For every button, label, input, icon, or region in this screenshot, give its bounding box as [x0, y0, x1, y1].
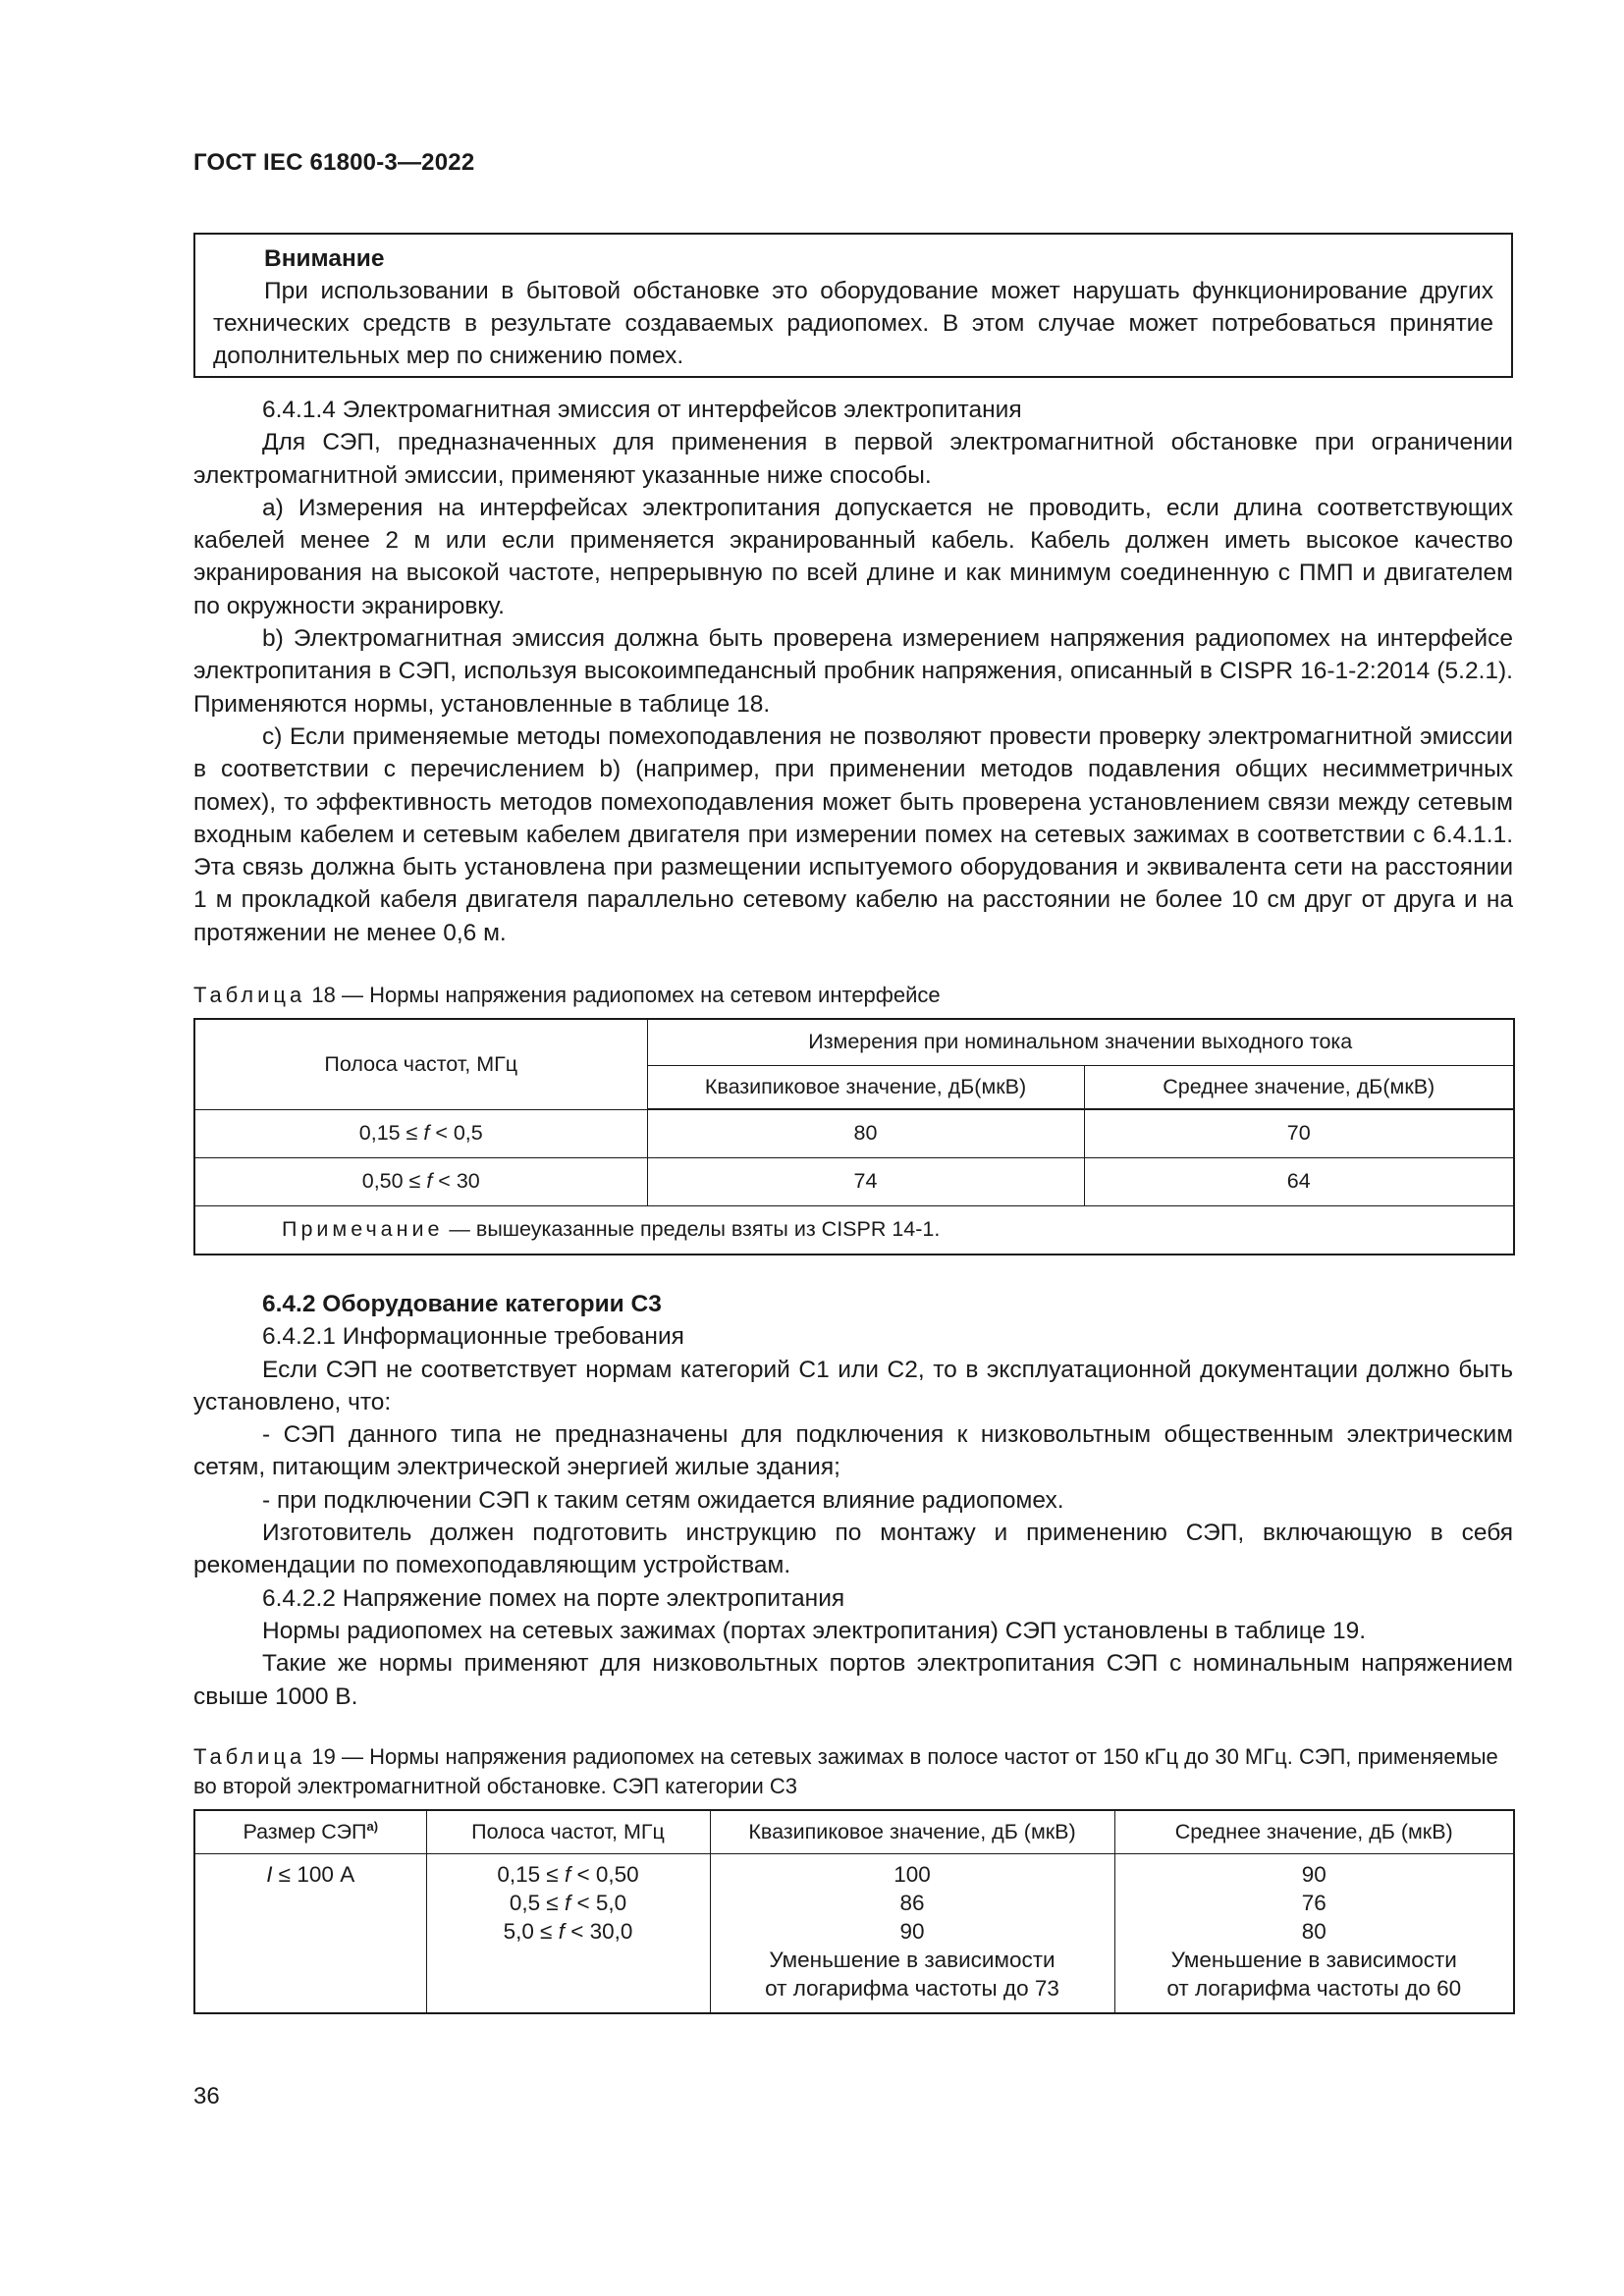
- table-note: Примечание — вышеуказанные пределы взяты из CISPR 14-1.: [194, 1205, 1514, 1255]
- subsection-heading: 6.4.2.2 Напряжение помех на порте электропитания: [262, 1584, 845, 1612]
- section-6-4-2: [193, 1288, 1513, 1713]
- warning-title: Внимание: [264, 245, 385, 272]
- paragraph: Изготовитель должен подготовить инструкцию по монтажу и применению СЭП, включающую в себя рекомендации по помехоподавляющим устройствам.: [193, 1520, 1513, 1579]
- warning-box: [193, 233, 1513, 378]
- caption-text: 18 — Нормы напряжения радиопомех на сетевом интерфейсе: [305, 983, 941, 1007]
- paragraph: Нормы радиопомех на сетевых зажимах (портах электропитания) СЭП установлены в таблице 19.: [262, 1617, 1367, 1644]
- header-band: Полоса частот, МГц: [194, 1019, 647, 1109]
- table-row: [194, 1853, 1514, 2013]
- subsection-heading: 6.4.2.1 Информационные требования: [262, 1323, 684, 1351]
- caption-label: Таблица: [193, 983, 306, 1007]
- header-size: Размер $СЭП^{а)}$: [194, 1810, 426, 1853]
- header-average: Среднее значение, дБ (мкВ): [1114, 1810, 1514, 1853]
- section-heading: 6.4.1.4 Электромагнитная эмиссия от интерфейсов электропитания: [262, 397, 1022, 423]
- header-average: Среднее значение, дБ(мкВ): [1084, 1065, 1514, 1109]
- warning-text: При использовании в бытовой обстановке это оборудование может нарушать функционирование других технических средств в результате создаваемых радиопомех. В этом случае может потребоваться принятие дополнительных мер по снижению помех.: [213, 278, 1493, 369]
- paragraph: Для СЭП, предназначенных для применения в первой электромагнитной обстановке при ограничении электромагнитной эмиссии, применяют указанные ниже способы.: [193, 429, 1513, 489]
- table-18: [193, 1018, 1515, 1255]
- header-quasi-peak: Квазипиковое значение, дБ (мкВ): [710, 1810, 1114, 1853]
- page-number: 36: [193, 2083, 220, 2109]
- caption-text: 19 — Нормы напряжения радиопомех на сетевых зажимах в полосе частот от 150 кГц до 30 МГц. СЭП, применяемые во второй электромагнитной обстановке. СЭП категории С3: [193, 1744, 1498, 1798]
- size-cell: I ≤ 100 А: [194, 1853, 426, 2013]
- average-cell: 64: [1084, 1157, 1514, 1205]
- paragraph-item-c: с) Если применяемые методы помехоподавления не позволяют провести проверку электромагнитной эмиссии в соответствии с перечислением b) (например, при применении методов подавления общих несимметричных помех), то эффективность методов помехоподавления может быть проверена установлением связи между сетевым входным кабелем и сетевым кабелем двигателя при измерении помех на сетевых зажимах в соответствии с 6.4.1.1. Эта связь должна быть установлена при размещении испытуемого оборудования и эквивалента сети на расстоянии 1 м прокладкой кабеля двигателя параллельно сетевому кабелю на расстоянии не более 10 см друг от друга и на протяжении не менее 0,6 м.: [193, 722, 1513, 946]
- paragraph: Если СЭП не соответствует нормам категорий С1 или С2, то в эксплуатационной документации должно быть установлено, что:: [193, 1356, 1513, 1415]
- table-19-caption: [193, 1742, 1513, 1801]
- table-18-caption: [193, 981, 1513, 1010]
- band-cell: 0,15 ≤ f < 0,5: [194, 1109, 647, 1157]
- paragraph: - при подключении СЭП к таким сетям ожидается влияние радиопомех.: [262, 1486, 1064, 1514]
- quasi-peak-cell: 80: [647, 1109, 1084, 1157]
- average-cell: 90 76 80 Уменьшение в зависимости от логарифма частоты до 60: [1114, 1853, 1514, 2013]
- table-row: [194, 1109, 1514, 1157]
- header-group: Измерения при номинальном значении выходного тока: [647, 1019, 1514, 1065]
- quasi-peak-cell: 100 86 90 Уменьшение в зависимости от логарифма частоты до 73: [710, 1853, 1114, 2013]
- band-cell: 0,50 ≤ f < 30: [194, 1157, 647, 1205]
- table-row: [194, 1157, 1514, 1205]
- section-heading: 6.4.2 Оборудование категории С3: [262, 1291, 662, 1317]
- average-cell: 70: [1084, 1109, 1514, 1157]
- table-19: [193, 1809, 1515, 2014]
- caption-label: Таблица: [193, 1744, 306, 1769]
- paragraph: - СЭП данного типа не предназначены для подключения к низковольтным общественным электрическим сетям, питающим электрической энергией жилые здания;: [193, 1421, 1513, 1481]
- band-cell: 0,15 ≤ f < 0,50 0,5 ≤ f < 5,0 5,0 ≤ f < 30,0: [426, 1853, 710, 2013]
- section-6-4-1-4: [193, 394, 1513, 949]
- document-code: ГОСТ IEC 61800-3—2022: [193, 149, 475, 176]
- header-band: Полоса частот, МГц: [426, 1810, 710, 1853]
- paragraph: Такие же нормы применяют для низковольтных портов электропитания СЭП с номинальным напряжением свыше 1000 В.: [193, 1650, 1513, 1710]
- table-note-row: [194, 1205, 1514, 1255]
- header-quasi-peak: Квазипиковое значение, дБ(мкВ): [647, 1065, 1084, 1109]
- quasi-peak-cell: 74: [647, 1157, 1084, 1205]
- paragraph-item-a: а) Измерения на интерфейсах электропитания допускается не проводить, если длина соответствующих кабелей менее 2 м или если применяется экранированный кабель. Кабель должен иметь высокое качество экранирования на высокой частоте, непрерывную по всей длине и как минимум соединенную с ПМП и двигателем по окружности экранировку.: [193, 494, 1513, 619]
- paragraph-item-b: b) Электромагнитная эмиссия должна быть проверена измерением напряжения радиопомех на интерфейсе электропитания в СЭП, используя высокоимпедансный пробник напряжения, описанный в CISPR 16-1-2:2014 (5.2.1). Применяются нормы, установленные в таблице 18.: [193, 625, 1513, 718]
